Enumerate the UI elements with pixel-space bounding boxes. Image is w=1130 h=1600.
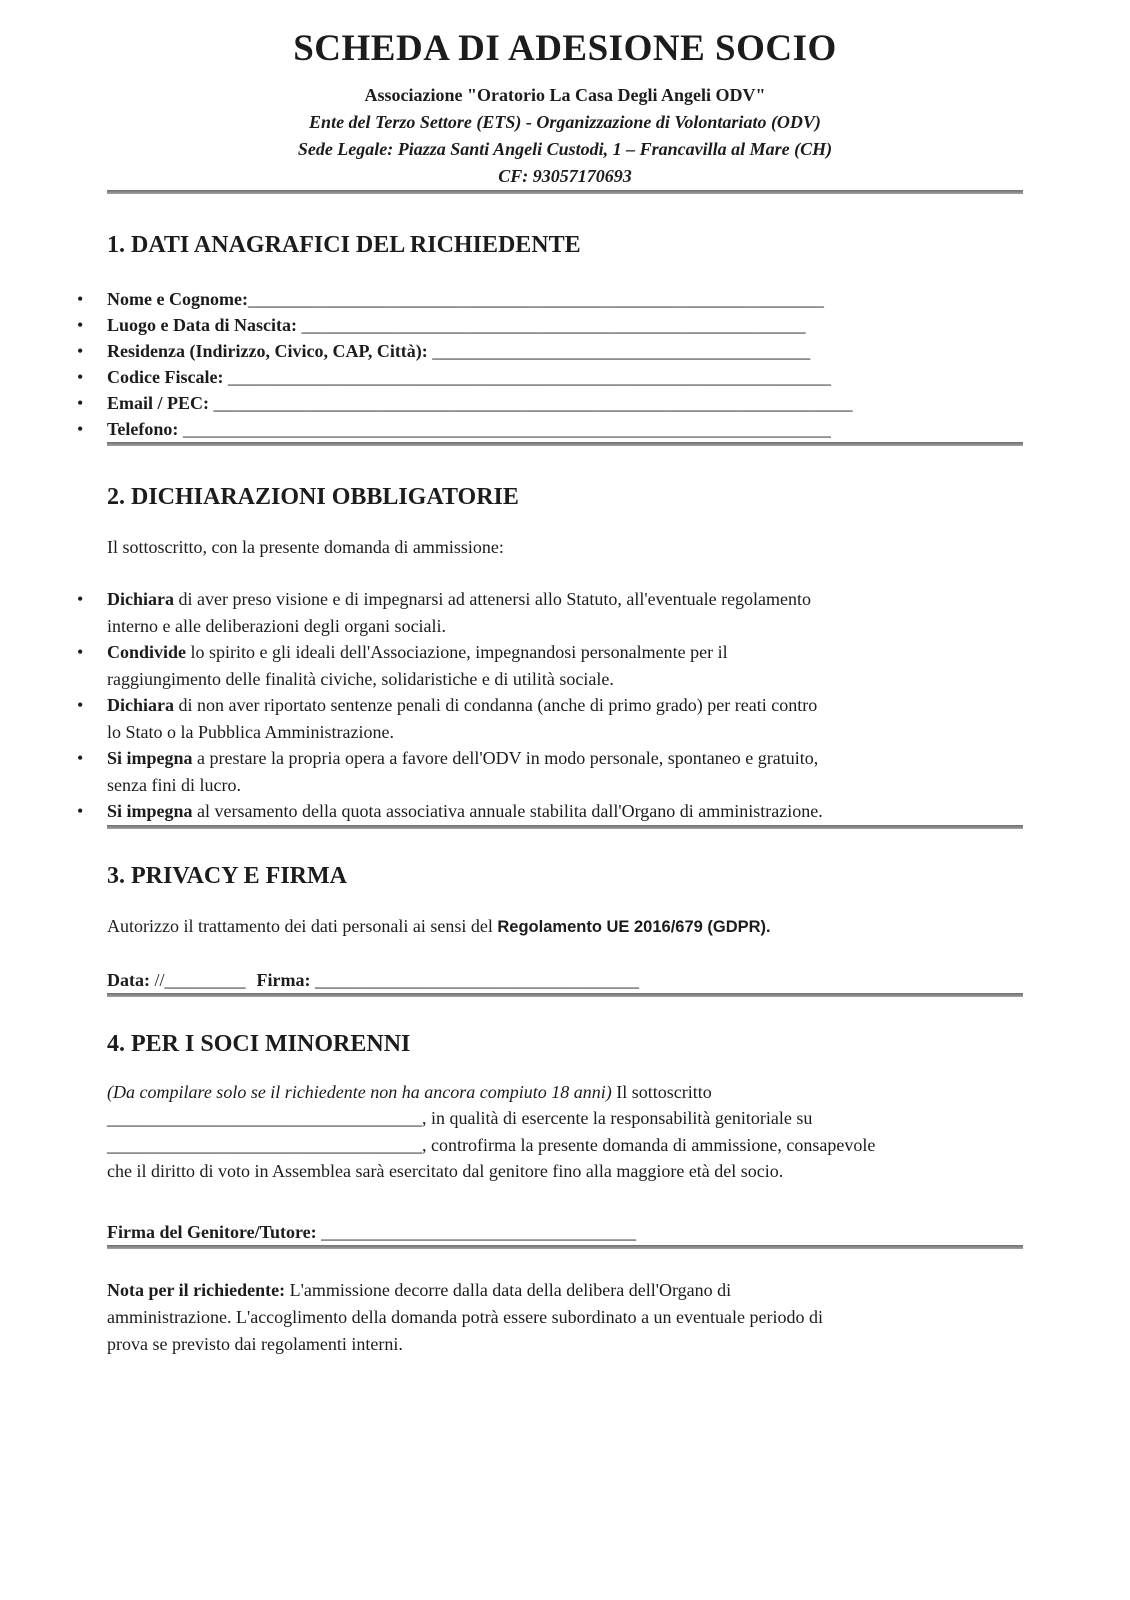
field-label: Telefono: <box>107 419 179 439</box>
declaration-text: interno e alle deliberazioni degli organi sociali. <box>107 615 447 636</box>
guardian-firma-label: Firma del Genitore/Tutore: <box>107 1221 317 1242</box>
declaration-item <box>107 692 1060 745</box>
date-signature-line <box>107 967 1060 993</box>
minor-text: , in qualità di esercente la responsabilità genitoriale su <box>422 1108 813 1128</box>
fill-line-nascita: ________________________________________________________ <box>297 315 806 335</box>
declaration-text: senza fini di lucro. <box>107 774 241 795</box>
declaration-keyword: Dichiara <box>107 589 174 609</box>
field-row-codice-fiscale <box>107 364 1060 390</box>
section-dichiarazioni <box>107 482 1060 825</box>
section-divider <box>107 1245 1023 1249</box>
note-text: amministrazione. L'accoglimento della domanda potrà essere subordinato a un eventuale periodo di <box>107 1306 824 1327</box>
declaration-keyword: Si impegna <box>107 748 193 768</box>
minor-note-italic: (Da compilare solo se il richiedente non ha ancora compiuto 18 anni) <box>107 1081 612 1102</box>
declaration-item <box>107 586 1060 639</box>
section-divider <box>107 442 1023 446</box>
fill-line-residenza: __________________________________________ <box>427 341 811 361</box>
note-text: prova se previsto dai regolamenti interni. <box>107 1333 403 1354</box>
section-divider <box>107 825 1023 829</box>
consent-prefix: Autorizzo il trattamento dei dati personali ai sensi del <box>107 915 498 936</box>
section-dati-anagrafici <box>107 230 1060 442</box>
fill-line-telefono: ________________________________________________________________________ <box>178 419 831 439</box>
fill-line-nome: ________________________________________________________________ <box>247 289 824 309</box>
declarations-list <box>107 586 1060 825</box>
minor-declaration-paragraph <box>107 1079 1060 1185</box>
privacy-consent-text <box>107 913 1060 940</box>
declaration-keyword: Condivide <box>107 642 187 662</box>
field-row-email <box>107 390 1060 416</box>
org-address: Sede Legale: Piazza Santi Angeli Custodi, 1 – Francavilla al Mare (CH) <box>297 139 833 159</box>
org-fiscal-code: CF: 93057170693 <box>498 166 632 186</box>
fill-line-minor-name: ___________________________________ <box>107 1134 422 1155</box>
section-privacy-firma <box>107 861 1060 993</box>
minor-text: che il diritto di voto in Assemblea sarà esercitato dal genitore fino alla maggiore età del socio. <box>107 1161 784 1181</box>
field-label: Luogo e Data di Nascita: <box>107 315 297 335</box>
declaration-item <box>107 798 1060 825</box>
page-title: SCHEDA DI ADESIONE SOCIO <box>293 28 837 69</box>
field-row-telefono <box>107 416 1060 442</box>
note-label: Nota per il richiedente: <box>107 1279 286 1300</box>
declaration-item <box>107 639 1060 692</box>
declaration-text: lo spirito e gli ideali dell'Associazione, impegnandosi personalmente per il <box>186 642 728 662</box>
field-row-residenza <box>107 338 1060 364</box>
note-text: L'ammissione decorre dalla data della delibera dell'Organo di <box>285 1279 732 1300</box>
org-name: Associazione "Oratorio La Casa Degli Angeli ODV" <box>364 85 766 105</box>
personal-data-field-list <box>107 286 1060 442</box>
minor-intro-text: Il sottoscritto <box>611 1081 712 1102</box>
section-divider <box>107 190 1023 194</box>
field-label: Nome e Cognome: <box>107 289 248 309</box>
section1-heading: 1. DATI ANAGRAFICI DEL RICHIEDENTE <box>107 232 581 258</box>
declaration-item <box>107 745 1060 798</box>
declaration-keyword: Dichiara <box>107 695 174 715</box>
section-divider <box>107 993 1023 997</box>
section4-heading: 4. PER I SOCI MINORENNI <box>107 1030 411 1057</box>
firma-label: Firma: <box>256 969 311 990</box>
field-label: Email / PEC: <box>107 393 209 413</box>
document-header <box>107 28 1023 190</box>
declarations-intro: Il sottoscritto, con la presente domanda di ammissione: <box>107 537 504 557</box>
declaration-text: lo Stato o la Pubblica Amministrazione. <box>107 721 394 742</box>
gdpr-reference: Regolamento UE 2016/679 (GDPR). <box>497 917 771 936</box>
field-row-nome <box>107 286 1060 312</box>
fill-line-codice-fiscale: ___________________________________________________________________ <box>223 367 831 387</box>
fill-line-guardian-signature: ___________________________________ <box>316 1221 637 1242</box>
minor-text: , controfirma la presente domanda di ammissione, consapevole <box>422 1134 876 1155</box>
fill-line-data: _________ <box>164 969 246 990</box>
field-label: Codice Fiscale: <box>107 367 224 387</box>
declaration-text: al versamento della quota associativa annuale stabilita dall'Organo di amministrazione. <box>192 801 823 821</box>
fill-line-email: _______________________________________________________________________ <box>209 393 853 413</box>
fill-line-firma: ____________________________________ <box>310 969 639 990</box>
field-label: Residenza (Indirizzo, Civico, CAP, Città): <box>107 341 428 361</box>
declaration-keyword: Si impegna <box>107 801 193 821</box>
declaration-text: di aver preso visione e di impegnarsi ad attenersi allo Statuto, all'eventuale regolamento <box>174 589 812 609</box>
date-slashes: // <box>150 969 165 990</box>
declaration-text: raggiungimento delle finalità civiche, solidaristiche e di utilità sociale. <box>107 668 614 689</box>
guardian-signature-line <box>107 1219 1060 1245</box>
declaration-text: a prestare la propria opera a favore dell'ODV in modo personale, spontaneo e gratuito, <box>192 748 819 768</box>
data-label: Data: <box>107 969 150 990</box>
section3-heading: 3. PRIVACY E FIRMA <box>107 862 347 889</box>
declaration-text: di non aver riportato sentenze penali di condanna (anche di primo grado) per reati contro <box>174 695 818 715</box>
section2-heading: 2. DICHIARAZIONI OBBLIGATORIE <box>107 484 519 510</box>
fill-line-guardian-name: ___________________________________ <box>107 1108 422 1128</box>
org-type: Ente del Terzo Settore (ETS) - Organizzazione di Volontariato (ODV) <box>309 112 821 132</box>
field-row-nascita <box>107 312 1060 338</box>
section-soci-minorenni <box>107 1029 1060 1245</box>
applicant-note <box>107 1277 1060 1358</box>
